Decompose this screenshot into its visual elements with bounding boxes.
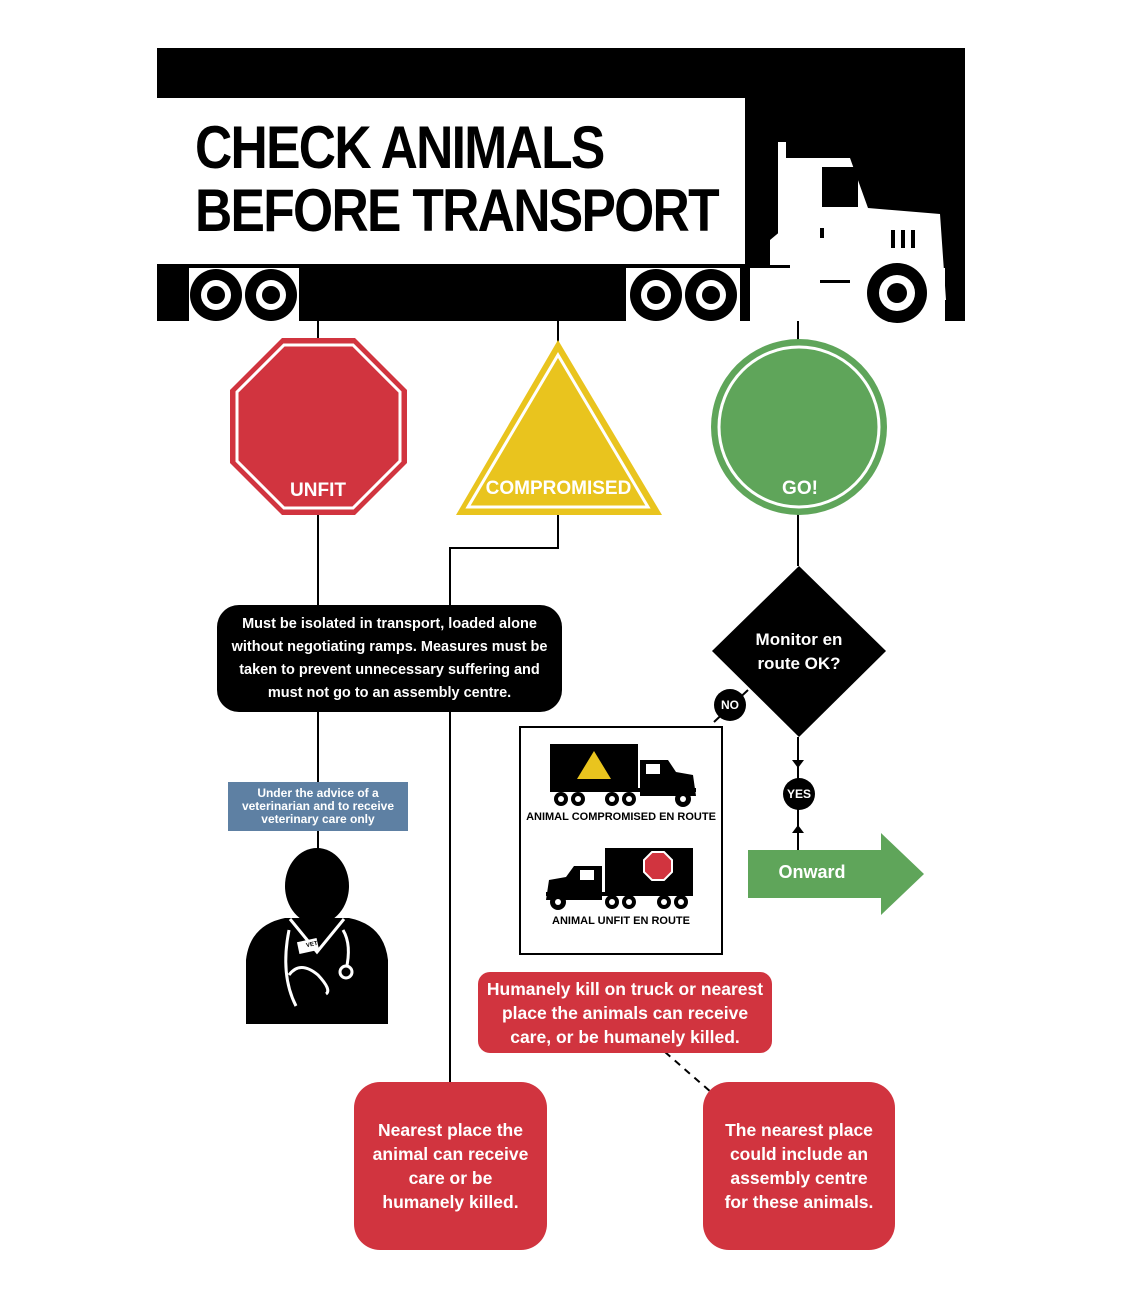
title-line-2: BEFORE TRANSPORT bbox=[195, 177, 718, 244]
unfit-requirements-box bbox=[217, 605, 562, 712]
unfit-label: UNFIT bbox=[290, 480, 346, 501]
compromised-en-route-caption: ANIMAL COMPROMISED EN ROUTE bbox=[526, 811, 716, 823]
onward-label: Onward bbox=[778, 862, 846, 882]
go-label: GO! bbox=[782, 478, 818, 499]
vet-advice-note bbox=[228, 782, 408, 831]
yes-badge: YES bbox=[783, 778, 815, 810]
arrowhead-icon bbox=[792, 825, 804, 833]
nearest-place-text: Nearest place the animal can receive care or be humanely killed. bbox=[372, 1120, 529, 1212]
trailer-wheels-icon bbox=[183, 268, 305, 321]
humanely-kill-box bbox=[478, 972, 772, 1053]
no-badge: NO bbox=[714, 689, 746, 721]
humanely-kill-text: Humanely kill on truck or nearest place the animals can receive care, or be humanely killed. bbox=[486, 978, 764, 1047]
page-title bbox=[195, 114, 718, 244]
assembly-centre-note-box bbox=[703, 1082, 895, 1250]
veterinarian-icon bbox=[246, 848, 388, 1024]
compromised-label: COMPROMISED bbox=[485, 478, 632, 499]
decision-text: Monitor en route OK? bbox=[755, 630, 843, 673]
arrowhead-icon bbox=[792, 760, 804, 768]
unfit-requirements-text: Must be isolated in transport, loaded alone without negotiating ramps. Measures must be taken to prevent unnecessary suffering and must not go to an assembly centre. bbox=[231, 615, 548, 701]
vet-badge-text: VET bbox=[305, 940, 319, 950]
unfit-en-route-caption: ANIMAL UNFIT EN ROUTE bbox=[552, 915, 690, 927]
title-line-1: CHECK ANIMALS bbox=[195, 114, 604, 181]
assembly-centre-note-text: The nearest place could include an assembly centre for these animals. bbox=[724, 1120, 874, 1212]
vet-advice-text: Under the advice of a veterinarian and to receive veterinary care only bbox=[241, 786, 395, 826]
nearest-place-box bbox=[354, 1082, 547, 1250]
